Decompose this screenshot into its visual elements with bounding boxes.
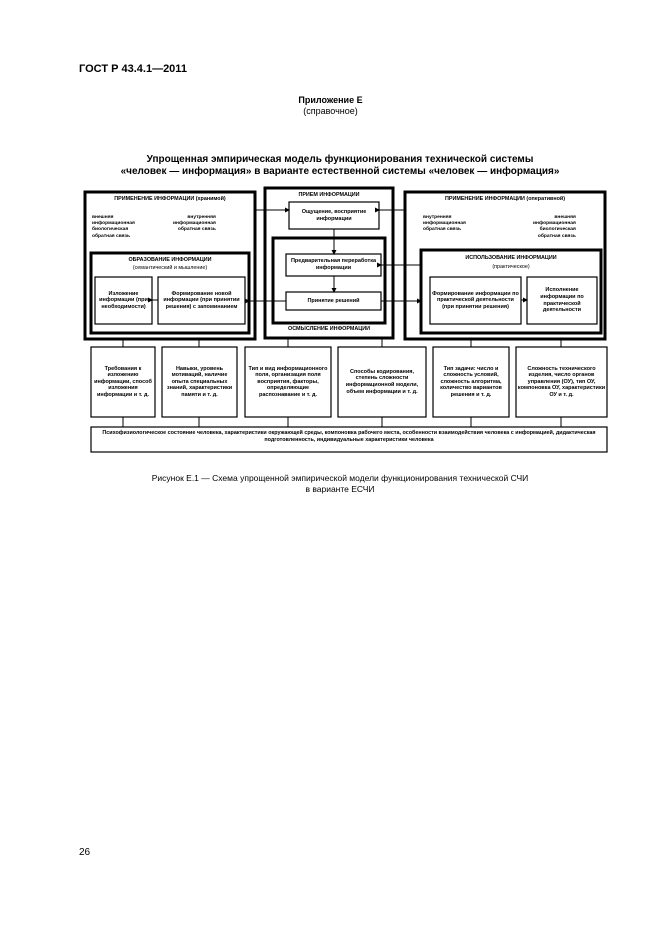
right-box-formation: Формирование информации по практической деятельности (при принятии решения) <box>432 290 519 310</box>
right-internal-feedback: внутренняя информационная обратная связь <box>423 215 466 233</box>
factor-box-4: Способы кодирования, степень сложности информационной модели, объем информации и т. д. <box>345 368 419 395</box>
center-box-decision: Принятие решений <box>307 297 360 304</box>
appendix-title: Приложение Е <box>298 95 363 105</box>
right-external-feedback: внешняя информационная биологическая обратная связь <box>533 215 576 239</box>
standard-header: ГОСТ Р 43.4.1—2011 <box>79 63 187 75</box>
center-block-title: ПРИЕМ ИНФОРМАЦИИ <box>298 192 360 198</box>
figure-title-line1: Упрощенная эмпирическая модель функционирования технической системы <box>146 154 534 165</box>
center-box-preprocessing: Предварительная переработка информации <box>290 258 377 271</box>
factor-box-1: Требования к изложению информации, способ изложения информации и т. д. <box>94 365 152 398</box>
factor-box-3: Тип и вид информационного поля, организация поля восприятия, факторы, определяющие распознавание и т. д. <box>248 365 328 398</box>
bottom-conditions: Психофизиологическое состояние человека, характеристики окружающей среды, компоновка рабочего места, особенности взаимодействия человека с информацией, дидактическая подготовленность, индивидуальные характеристики человека <box>102 430 596 443</box>
center-block-bottom: ОСМЫСЛЕНИЕ ИНФОРМАЦИИ <box>288 326 370 332</box>
figure-title-line2: «человек — информация» в варианте естественной системы «человек — информация» <box>120 166 560 177</box>
center-box-perception: Ощущение, восприятие информации <box>301 208 367 222</box>
factor-box-6: Сложность технического изделия, число органов управления (ОУ), тип ОУ, компоновка ОУ, характеристики ОУ и т. д. <box>517 365 606 398</box>
left-inner-subtitle: (семантический и мышление) <box>132 265 208 271</box>
figure-caption-line1: Рисунок Е.1 — Схема упрощенной эмпирической модели функционирования технической СЧИ <box>151 473 529 483</box>
right-box-execution: Исполнение информации по практической деятельности <box>540 287 584 314</box>
right-inner-subtitle: (практическое) <box>492 264 530 270</box>
right-inner-title: ИСПОЛЬЗОВАНИЕ ИНФОРМАЦИИ <box>465 255 557 261</box>
factor-box-2: Навыки, уровень мотиваций, наличие опыта специальных знаний, характеристики памяти и т. д. <box>166 365 233 398</box>
left-external-feedback: внешняя информационная биологическая обратная связь <box>92 215 135 239</box>
figure-caption-line2: в варианте ЕСЧИ <box>305 484 375 494</box>
page-number: 26 <box>79 847 91 858</box>
left-box-formation: Формирование новой информации (при принятии решения) с запоминанием <box>163 290 240 310</box>
right-block-title: ПРИМЕНЕНИЕ ИНФОРМАЦИИ (оперативной) <box>445 196 565 202</box>
factor-box-5: Тип задачи: число и сложность условий, сложность алгоритма, количество вариантов решения и т. д. <box>440 365 502 398</box>
left-internal-feedback: внутренняя информационная обратная связь <box>173 215 216 233</box>
left-box-presentation: Изложение информации (при необходимости) <box>99 290 148 310</box>
appendix-note: (справочное) <box>303 106 358 116</box>
left-block-title: ПРИМЕНЕНИЕ ИНФОРМАЦИИ (хранимой) <box>114 196 226 202</box>
left-inner-title: ОБРАЗОВАНИЕ ИНФОРМАЦИИ <box>128 257 212 263</box>
